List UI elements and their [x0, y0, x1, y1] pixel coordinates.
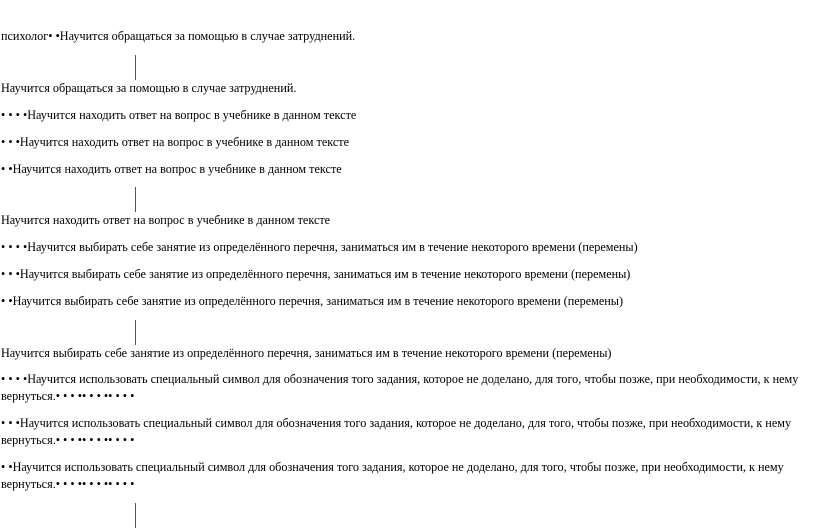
text-line-7: • • • •Научится выбирать себе занятие из определённого перечня, заниматься им в течение некоторого времени (перемены) — [1, 240, 638, 254]
text-line-2: Научится обращаться за помощью в случае затруднений. — [1, 81, 297, 95]
text-line-13: • •Научится использовать специальный символ для обозначения того задания, которое не доделано, для того, чтобы позже, при необходимости, к нему вернуться.• • • •• • • •• • • • — [1, 460, 784, 491]
text-line-3: • • • •Научится находить ответ на вопрос в учебнике в данном тексте — [1, 108, 357, 122]
text-line-10: Научится выбирать себе занятие из определённого перечня, заниматься им в течение некоторого времени (перемены) — [1, 346, 612, 360]
text-line-5: • •Научится находить ответ на вопрос в учебнике в данном тексте — [1, 162, 342, 176]
vertical-rule — [135, 503, 136, 528]
text-line-4: • • •Научится находить ответ на вопрос в учебнике в данном тексте — [1, 135, 349, 149]
text-line-6: Научится находить ответ на вопрос в учебнике в данном тексте — [1, 213, 331, 227]
text-line-8: • • •Научится выбирать себе занятие из определённого перечня, заниматься им в течение некоторого времени (перемены) — [1, 267, 631, 281]
text-line-11: • • • •Научится использовать специальный символ для обозначения того задания, которое не доделано, для того, чтобы позже, при необходимости, к нему вернуться.• • • •• • • •• • • • — [1, 372, 799, 403]
vertical-rule — [135, 187, 136, 212]
text-line-12: • • •Научится использовать специальный символ для обозначения того задания, которое не доделано, для того, чтобы позже, при необходимости, к нему вернуться.• • • •• • • •• • • • — [1, 416, 792, 447]
text-line-1: психолог• •Научится обращаться за помощью в случае затруднений. — [1, 29, 356, 43]
text-line-9: • •Научится выбирать себе занятие из определённого перечня, заниматься им в течение некоторого времени (перемены) — [1, 294, 624, 308]
vertical-rule — [135, 320, 136, 345]
vertical-rule — [135, 55, 136, 80]
